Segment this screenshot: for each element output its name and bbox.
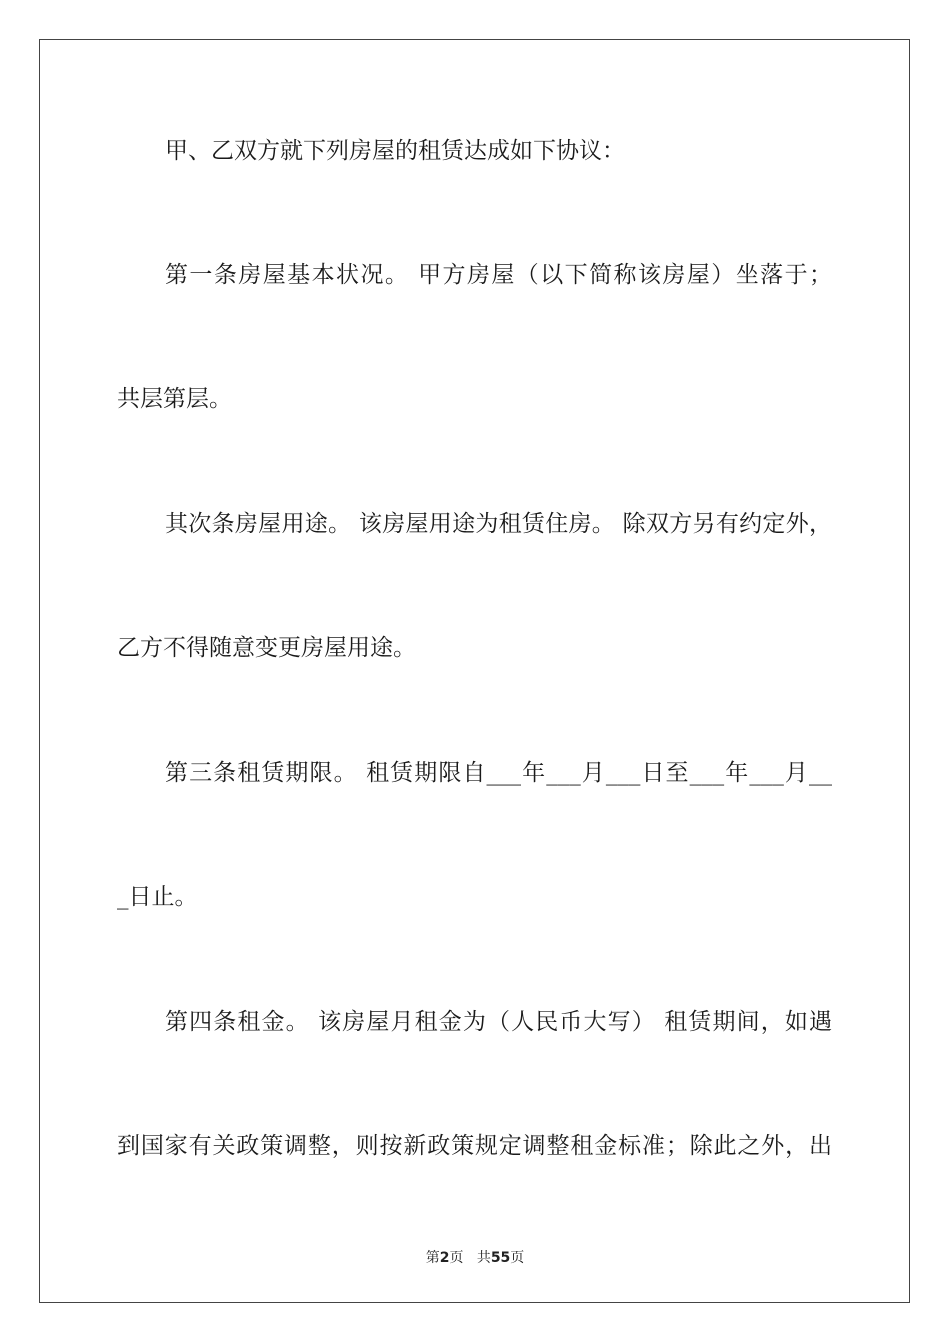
article-1-line-2: 共层第层。: [117, 386, 232, 412]
article-1-line-1: 第一条房屋基本状况。 甲方房屋（以下简称该房屋）坐落于；: [165, 262, 832, 288]
footer-page-suffix: 页: [449, 1250, 464, 1266]
footer-total-prefix: 共: [476, 1250, 491, 1266]
article-3-line-1: 第三条租赁期限。 租赁期限自___年___月___日至___年___月__: [165, 760, 832, 786]
footer-total-pages: 55: [490, 1250, 511, 1266]
article-3-line-2: _日止。: [117, 884, 198, 910]
article-4-line-1: 第四条租金。 该房屋月租金为（人民币大写） 租赁期间，如遇: [165, 1009, 832, 1035]
article-4-line-2: 到国家有关政策调整，则按新政策规定调整租金标准；除此之外，出: [117, 1133, 832, 1159]
paragraph-intro: 甲、乙双方就下列房屋的租赁达成如下协议：: [165, 138, 625, 164]
footer-total-suffix: 页: [510, 1250, 525, 1266]
article-2-line-1: 其次条房屋用途。 该房屋用途为租赁住房。 除双方另有约定外，: [165, 511, 832, 537]
article-2-line-2: 乙方不得随意变更房屋用途。: [117, 635, 416, 661]
footer-page-number: 2: [439, 1250, 450, 1266]
page-footer: [0, 1247, 950, 1267]
page-border: [39, 39, 910, 1303]
footer-page-prefix: 第: [425, 1250, 440, 1266]
